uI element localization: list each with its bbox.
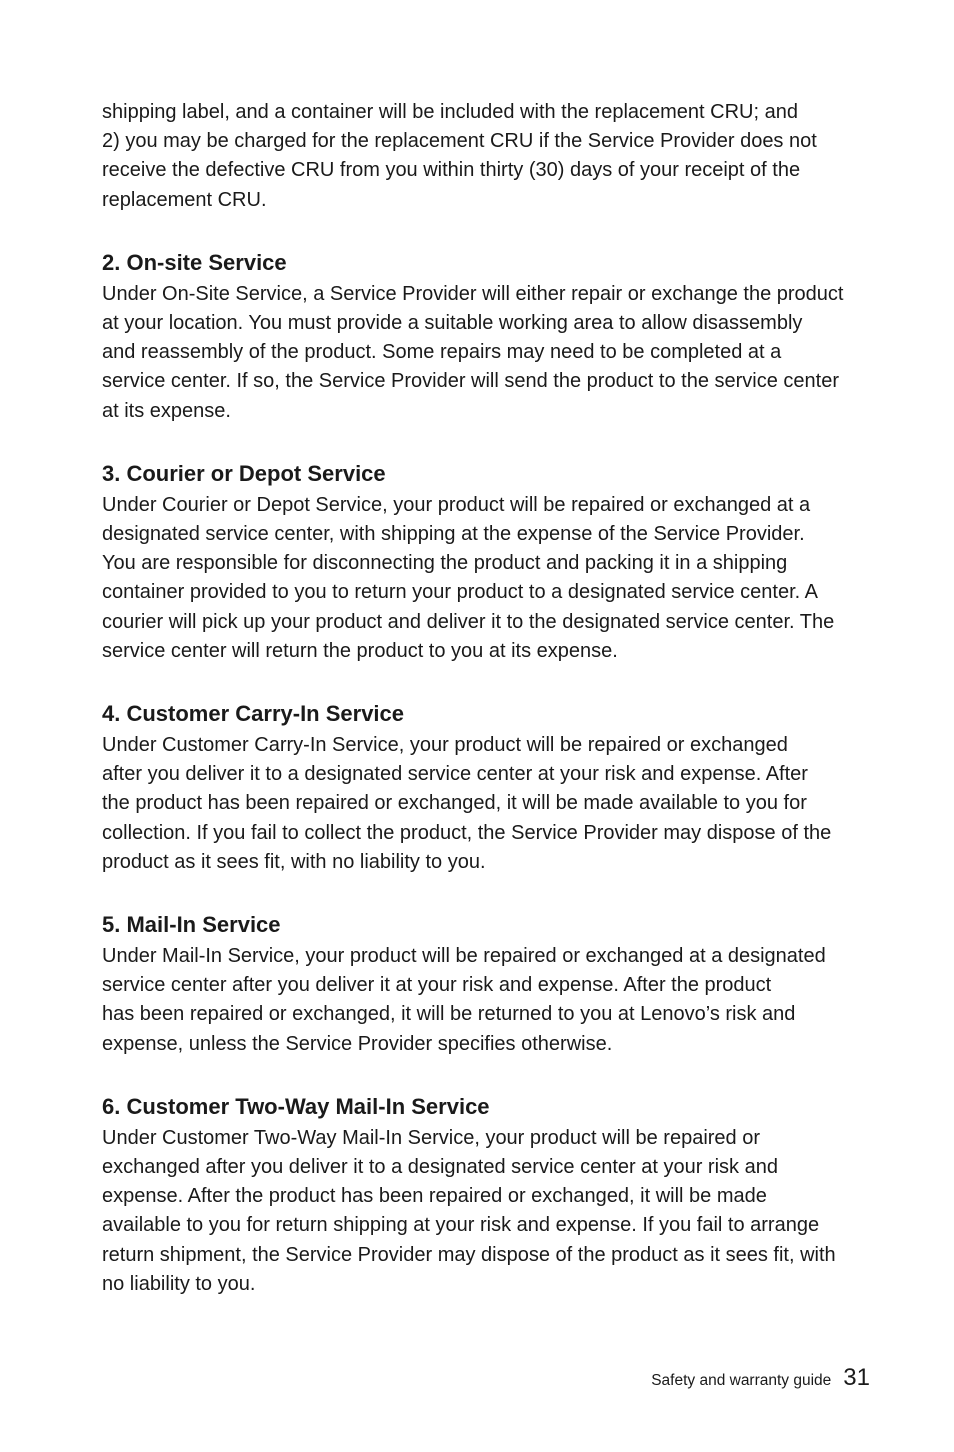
section-on-site-service (102, 248, 882, 426)
section-body: Under Customer Two-Way Mail-In Service, your product will be repaired or exchanged after you deliver it to a designated service center at your risk and expense. After the product has been repaired or exchanged, it will be made available to you for return shipping at your risk and expense. If you fail to arrange return shipment, the Service Provider may dispose of the product as it sees fit, with no liability to you. (102, 1126, 836, 1295)
section-customer-carry-in-service (102, 699, 882, 877)
footer-label: Safety and warranty guide (651, 1372, 832, 1389)
section-heading: 6. Customer Two-Way Mail-In Service (102, 1093, 490, 1119)
page-number: 31 (843, 1364, 870, 1391)
section-mail-in-service (102, 910, 882, 1059)
section-body: Under Customer Carry-In Service, your product will be repaired or exchanged after you deliver it to a designated service center at your risk and expense. After the product has been repaired or exchanged, it will be made available to you for collection. If you fail to collect the product, the Service Provider may dispose of the product as it sees fit, with no liability to you. (102, 734, 832, 873)
page-footer (651, 1364, 870, 1392)
section-body: Under On-Site Service, a Service Provider will either repair or exchange the product at your location. You must provide a suitable working area to allow disassembly and reassembly of the product. Some repairs may need to be completed at a service center. If so, the Service Provider will send the product to the service center at its expense. (102, 282, 844, 422)
section-body: Under Mail-In Service, your product will be repaired or exchanged at a designated service center after you deliver it at your risk and expense. After the product has been repaired or exchanged, it will be returned to you at Lenovo’s risk and expense, unless the Service Provider specifies otherwise. (102, 945, 826, 1055)
section-body: Under Courier or Depot Service, your product will be repaired or exchanged at a designated service center, with shipping at the expense of the Service Provider. You are responsible for disconnecting the product and packing it in a shipping container provided to you to return your product to a designated service center. A courier will pick up your product and deliver it to the designated service center. The service center will return the product to you at its expense. (102, 493, 835, 662)
section-two-way-mail-in-service (102, 1092, 882, 1299)
section-heading: 2. On-site Service (102, 249, 287, 275)
section-heading: 5. Mail-In Service (102, 912, 281, 938)
section-heading: 4. Customer Carry-In Service (102, 701, 405, 727)
document-page (102, 98, 882, 1299)
section-courier-depot-service (102, 459, 882, 666)
intro-paragraph: shipping label, and a container will be included with the replacement CRU; and 2) you may be charged for the replacement CRU if the Service Provider does not receive the defective CRU from you within thirty (30) days of your receipt of the replacement CRU. (102, 101, 817, 211)
section-heading: 3. Courier or Depot Service (102, 460, 386, 486)
